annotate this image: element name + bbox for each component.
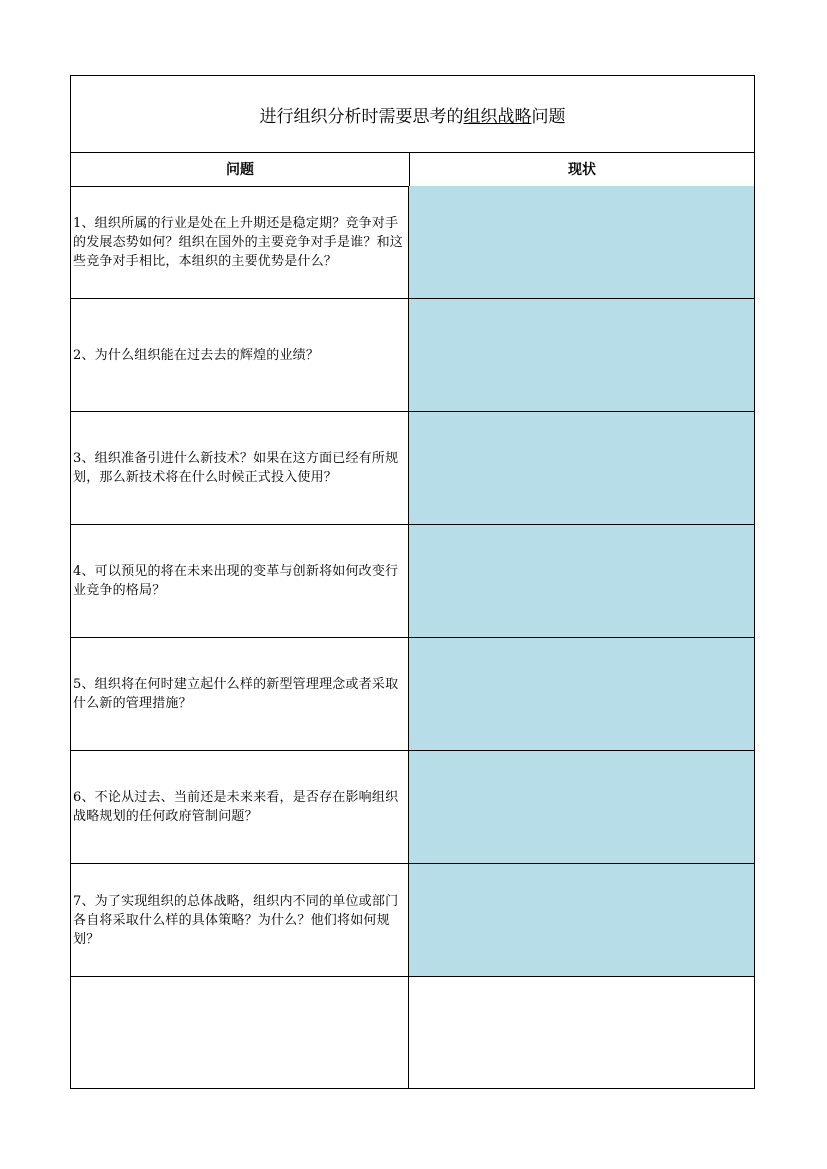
status-cell[interactable] (409, 186, 754, 298)
question-cell[interactable]: 6、不论从过去、当前还是未来来看，是否存在影响组织战略规划的任何政府管制问题？ (71, 751, 409, 863)
strategy-question-table (70, 75, 755, 1089)
page-title (71, 76, 754, 153)
status-cell[interactable] (409, 751, 754, 863)
header-status: 现状 (568, 162, 596, 178)
question-cell[interactable]: 3、组织准备引进什么新技术？如果在这方面已经有所规划，那么新技术将在什么时候正式投入使用？ (71, 412, 409, 524)
table-row (71, 638, 754, 751)
header-question: 问题 (71, 152, 410, 186)
question-cell[interactable]: 7、为了实现组织的总体战略，组织内不同的单位或部门各自将采取什么样的具体策略？为什么？他们将如何规划？ (71, 864, 409, 976)
table-header-row (71, 152, 754, 187)
status-cell[interactable] (409, 525, 754, 637)
table-row (71, 186, 754, 299)
question-cell[interactable]: 1、组织所属的行业是处在上升期还是稳定期？竞争对手的发展态势如何？组织在国外的主要竞争对手是谁？和这些竞争对手相比，本组织的主要优势是什么？ (71, 186, 409, 298)
title-underlined: 组织战略 (463, 106, 532, 127)
status-cell[interactable] (409, 638, 754, 750)
table-row (71, 299, 754, 412)
question-cell[interactable]: 2、为什么组织能在过去去的辉煌的业绩？ (71, 299, 409, 411)
status-cell[interactable] (409, 299, 754, 411)
question-cell[interactable] (71, 977, 409, 1088)
question-cell[interactable]: 5、组织将在何时建立起什么样的新型管理理念或者采取什么新的管理措施？ (71, 638, 409, 750)
table-row (71, 525, 754, 638)
table-row (71, 751, 754, 864)
table-row (71, 864, 754, 977)
question-cell[interactable]: 4、可以预见的将在未来出现的变革与创新将如何改变行业竞争的格局？ (71, 525, 409, 637)
status-cell[interactable] (409, 864, 754, 976)
table-row (71, 977, 754, 1088)
status-cell[interactable] (409, 412, 754, 524)
title-prefix: 进行组织分析时需要思考的 (259, 106, 464, 127)
title-suffix: 问题 (531, 106, 566, 127)
table-row (71, 412, 754, 525)
status-cell[interactable] (409, 977, 754, 1088)
